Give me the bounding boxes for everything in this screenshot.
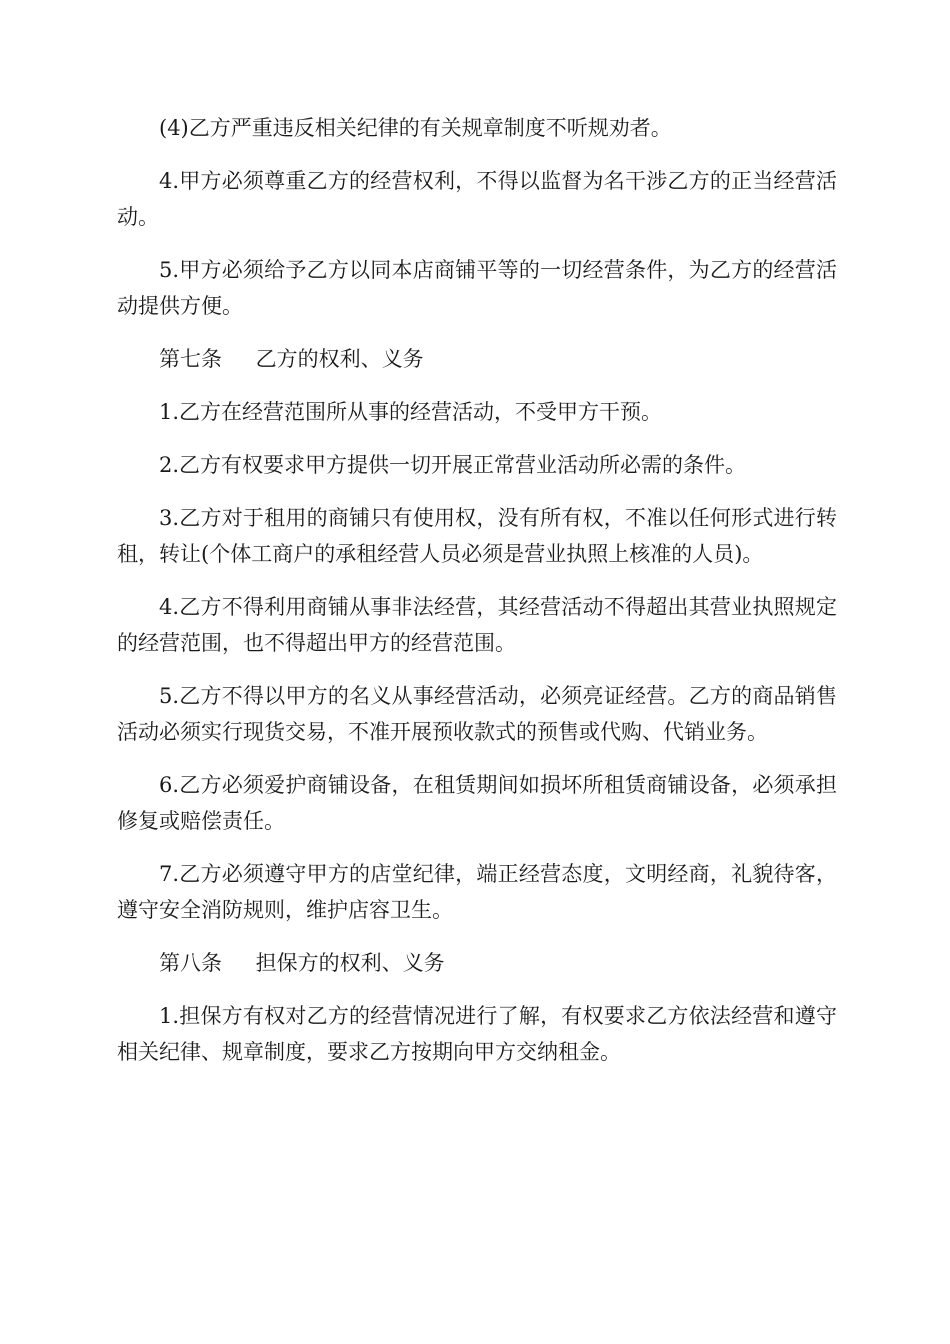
clause-paragraph: 2.乙方有权要求甲方提供一切开展正常营业活动所必需的条件。	[159, 453, 747, 477]
document-body	[117, 110, 837, 1087]
clause-paragraph: 7.乙方必须遵守甲方的店堂纪律，端正经营态度，文明经商，礼貌待客，遵守安全消防规则，维护店容卫生。	[117, 862, 837, 922]
clause-paragraph: 6.乙方必须爱护商铺设备，在租赁期间如损坏所租赁商铺设备，必须承担修复或赔偿责任。	[117, 773, 837, 833]
clause-paragraph: 1.乙方在经营范围所从事的经营活动，不受甲方干预。	[159, 400, 663, 424]
article-number: 第八条	[159, 951, 222, 975]
clause-paragraph: 3.乙方对于租用的商铺只有使用权，没有所有权，不准以任何形式进行转租，转让(个体工商户的承租经营人员必须是营业执照上核准的人员)。	[117, 506, 837, 566]
clause-paragraph: 5.甲方必须给予乙方以同本店商铺平等的一切经营条件，为乙方的经营活动提供方便。	[117, 258, 837, 318]
article-number: 第七条	[159, 347, 222, 371]
article-title: 乙方的权利、义务	[255, 347, 424, 371]
clause-paragraph: 4.甲方必须尊重乙方的经营权利，不得以监督为名干涉乙方的正当经营活动。	[117, 169, 837, 229]
article-heading	[117, 341, 837, 377]
clause-paragraph: (4)乙方严重违反相关纪律的有关规章制度不听规劝者。	[159, 116, 672, 140]
clause-paragraph: 1.担保方有权对乙方的经营情况进行了解，有权要求乙方依法经营和遵守相关纪律、规章制度，要求乙方按期向甲方交纳租金。	[117, 1004, 837, 1064]
clause-paragraph: 5.乙方不得以甲方的名义从事经营活动，必须亮证经营。乙方的商品销售活动必须实行现货交易，不准开展预收款式的预售或代购、代销业务。	[117, 684, 837, 744]
article-heading	[117, 945, 837, 981]
article-title: 担保方的权利、义务	[255, 951, 445, 975]
clause-paragraph: 4.乙方不得利用商铺从事非法经营，其经营活动不得超出其营业执照规定的经营范围，也不得超出甲方的经营范围。	[117, 595, 837, 655]
